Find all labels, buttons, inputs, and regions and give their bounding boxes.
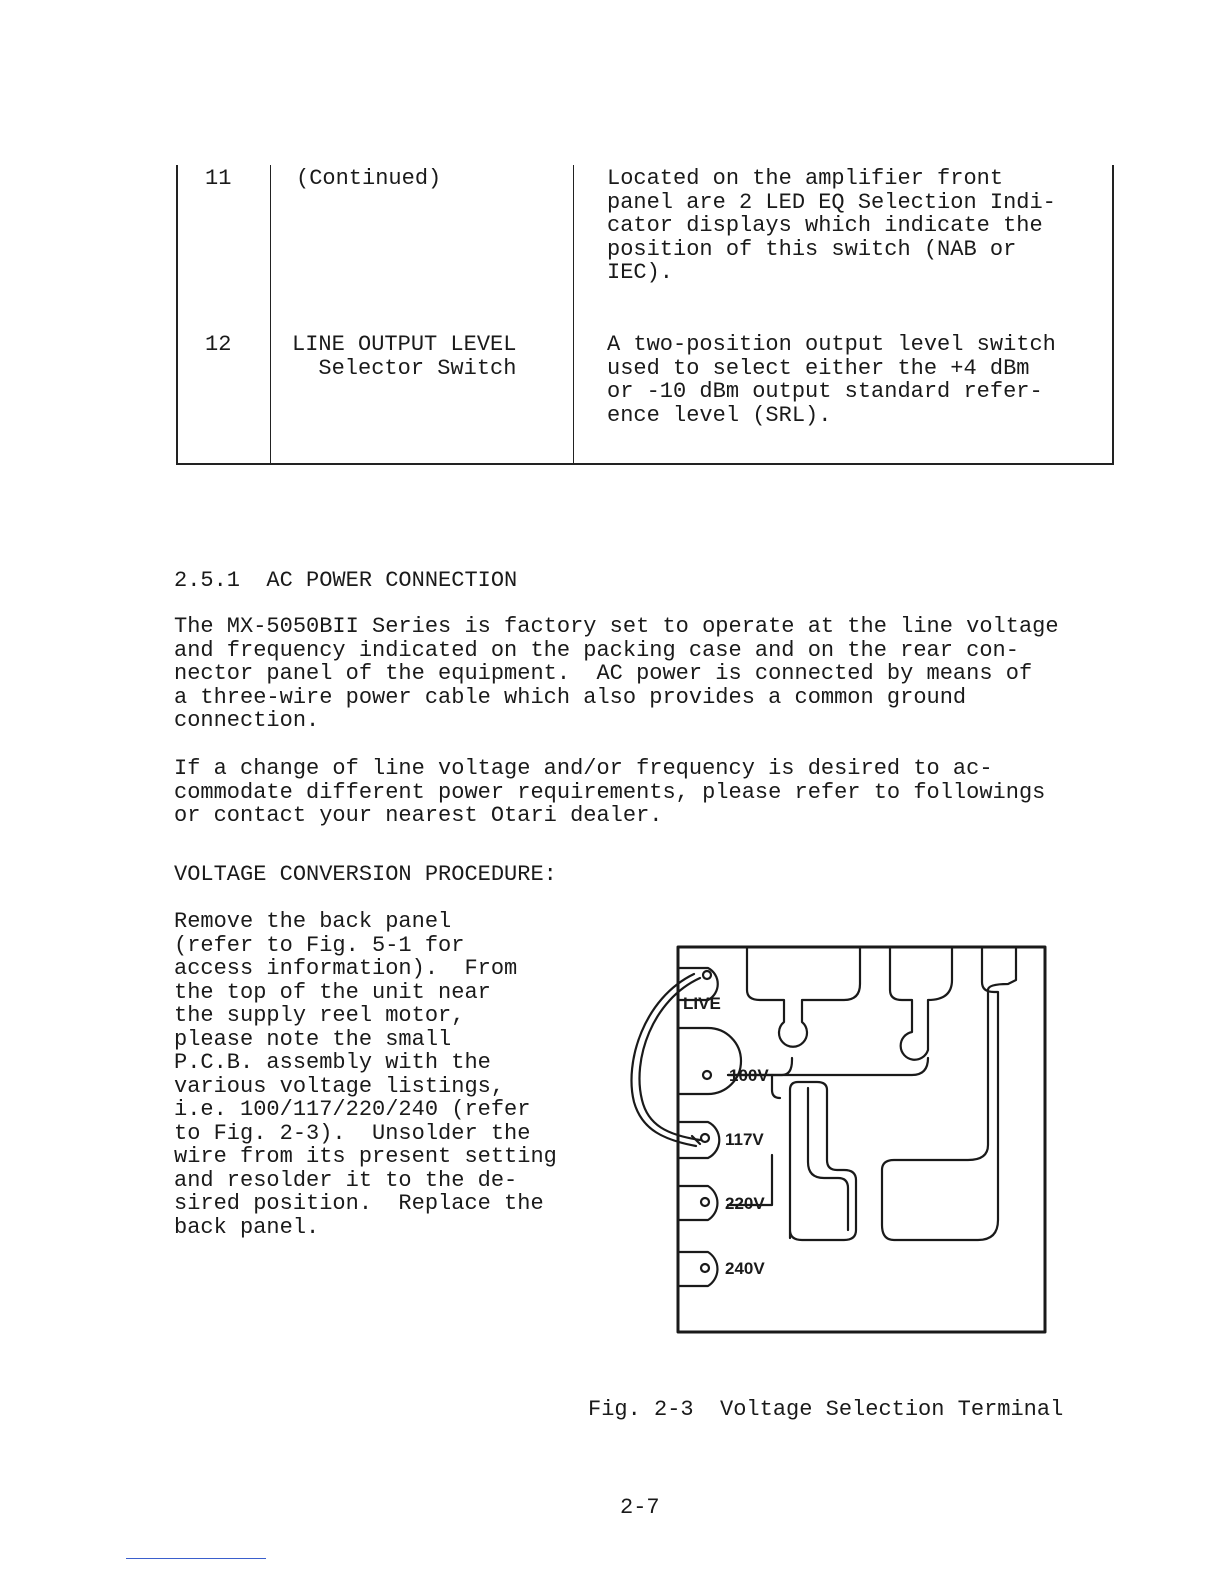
terminal-hole xyxy=(701,1198,709,1206)
table-row-description: A two-position output level switch used to select either the +4 dBm or -10 dBm output standard refer- ence level (SRL). xyxy=(607,332,1056,428)
pcb-trace xyxy=(790,1082,856,1240)
table-row-name: (Continued) xyxy=(296,166,442,191)
pcb-diagram xyxy=(612,940,1052,1340)
label-100v: 100V xyxy=(729,1066,769,1085)
label-117v: 117V xyxy=(725,1130,764,1149)
table-column-divider xyxy=(573,165,574,463)
table-row-number: 12 xyxy=(205,332,232,357)
footnote-rule xyxy=(126,1558,266,1559)
procedure-text: Remove the back panel (refer to Fig. 5-1 for access information). From the top of the unit near the supply reel motor, please note the small P.C.B. assembly with the various voltage listings, i.e. 100/117/220/240 (refer to Fig. 2-3). Unsolder the wire from its present setting and resolder it to the de- sired position. Replace the back panel. xyxy=(174,909,557,1240)
control-description-table xyxy=(176,165,1114,465)
label-220v: 220V xyxy=(725,1194,765,1213)
table-row-description: Located on the amplifier front panel are 2 LED EQ Selection Indi- cator displays which indicate the position of this switch (NAB or IEC). xyxy=(607,166,1056,285)
page-number: 2-7 xyxy=(620,1495,660,1520)
table-column-divider xyxy=(270,165,271,463)
terminal-hole xyxy=(703,971,711,979)
terminal-hole xyxy=(701,1264,709,1272)
section-heading: 2.5.1 AC POWER CONNECTION xyxy=(174,568,518,593)
label-live: LIVE xyxy=(683,994,721,1013)
pcb-trace xyxy=(747,947,860,1047)
terminal-pad-240v xyxy=(678,1252,717,1286)
terminal-hole xyxy=(701,1134,709,1142)
table-row-name: LINE OUTPUT LEVEL Selector Switch xyxy=(292,332,517,381)
procedure-heading: VOLTAGE CONVERSION PROCEDURE: xyxy=(174,862,557,887)
figure-caption: Fig. 2-3 Voltage Selection Terminal xyxy=(588,1397,1064,1422)
voltage-selection-terminal-figure xyxy=(612,940,1052,1340)
paragraph: If a change of line voltage and/or frequency is desired to ac- commodate different power requirements, please refer to followings or contact your nearest Otari dealer. xyxy=(174,756,1046,828)
label-240v: 240V xyxy=(725,1259,765,1278)
terminal-hole xyxy=(703,1071,711,1079)
paragraph: The MX-5050BII Series is factory set to operate at the line voltage and frequency indicated on the packing case and on the rear con- nector panel of the equipment. AC power is connected by means of a three-wire power cable which also provides a common ground connection. xyxy=(174,614,1059,733)
pcb-trace xyxy=(890,947,952,1060)
terminal-pad-220v xyxy=(678,1186,717,1220)
pcb-trace xyxy=(772,1075,780,1098)
table-row-number: 11 xyxy=(205,166,232,191)
